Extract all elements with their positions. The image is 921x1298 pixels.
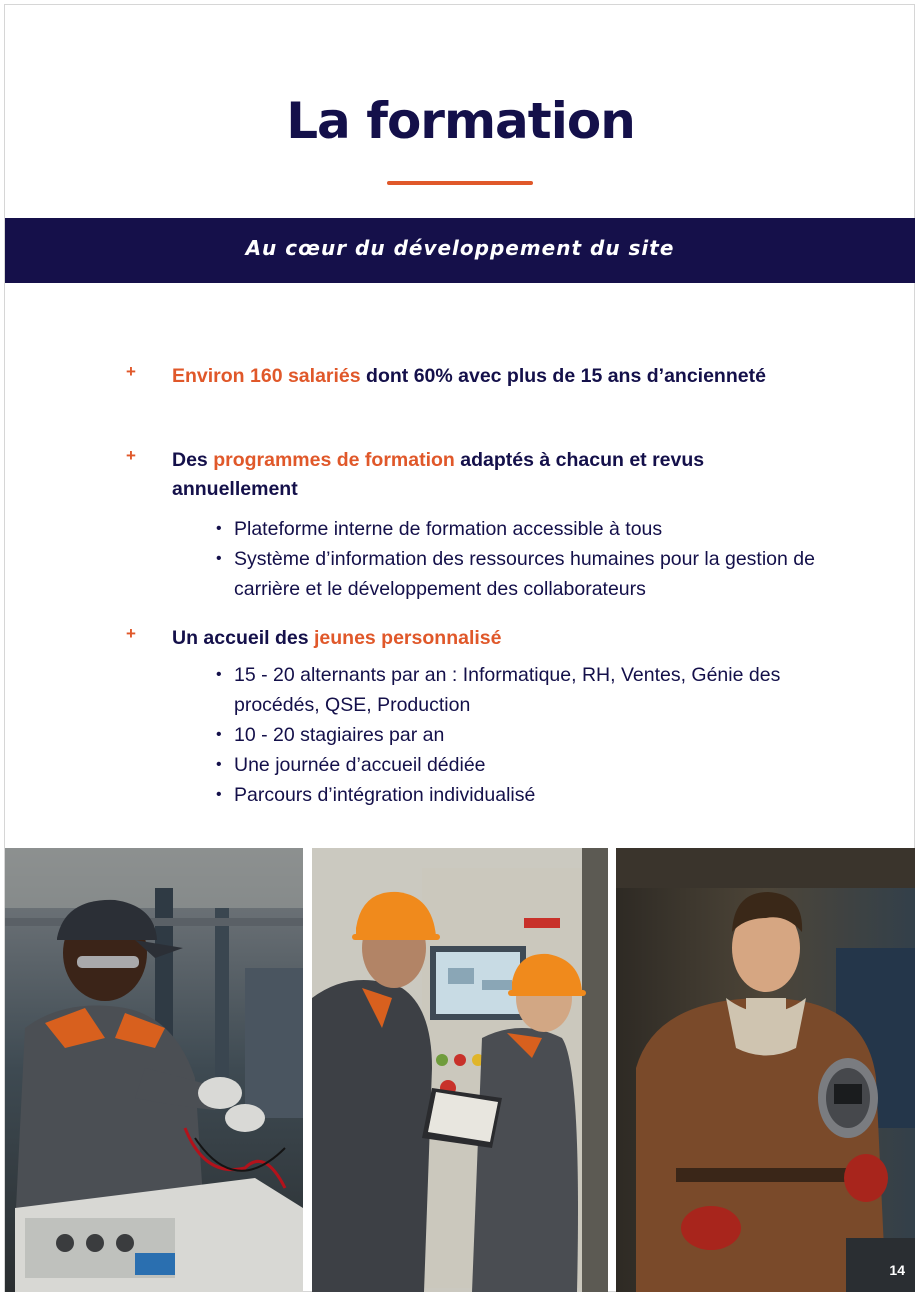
- page-title: La formation: [286, 92, 635, 150]
- photo-hardhat-workers: [312, 848, 608, 1292]
- bullet-dot-icon: •: [216, 550, 222, 567]
- point-1-highlight: Environ 160 salariés: [172, 365, 361, 387]
- point-1-text: Environ 160 salariés dont 60% avec plus de 15 ans d’ancienneté: [172, 365, 766, 387]
- list-item: • Plateforme interne de formation accessible à tous: [216, 514, 836, 544]
- title-underline: [387, 181, 533, 185]
- point-2-highlight: programmes de formation: [213, 449, 455, 471]
- plus-icon: +: [126, 446, 136, 465]
- page-number: 14: [889, 1262, 905, 1278]
- bullet-dot-icon: •: [216, 786, 222, 803]
- list-item: • Parcours d’intégration individualisé: [216, 780, 836, 810]
- list-item: • Une journée d’accueil dédiée: [216, 750, 836, 780]
- bullet-dot-icon: •: [216, 666, 222, 683]
- list-item: • Système d’information des ressources humaines pour la gestion de carrière et le développement des collaborateurs: [216, 544, 836, 604]
- point-3-sub-list: [216, 660, 836, 810]
- point-3-text: Un accueil des jeunes personnalisé: [172, 627, 502, 649]
- list-item: • 15 - 20 alternants par an : Informatique, RH, Ventes, Génie des procédés, QSE, Production: [216, 660, 836, 720]
- subtitle-banner: [5, 218, 915, 283]
- plus-icon: +: [126, 362, 136, 381]
- plus-icon: +: [126, 624, 136, 643]
- point-3-highlight: jeunes personnalisé: [313, 627, 502, 649]
- list-item: • 10 - 20 stagiaires par an: [216, 720, 836, 750]
- point-2-sub-list: [216, 514, 836, 604]
- bullet-dot-icon: •: [216, 726, 222, 743]
- photo-technician-wiring: [5, 848, 303, 1292]
- point-2-text: Des programmes de formation adaptés à chacun et revus annuellement: [172, 449, 705, 500]
- bullet-dot-icon: •: [216, 520, 222, 537]
- banner-text: Au cœur du développement du site: [245, 236, 675, 260]
- bullet-dot-icon: •: [216, 756, 222, 773]
- photo-welder: [616, 848, 915, 1292]
